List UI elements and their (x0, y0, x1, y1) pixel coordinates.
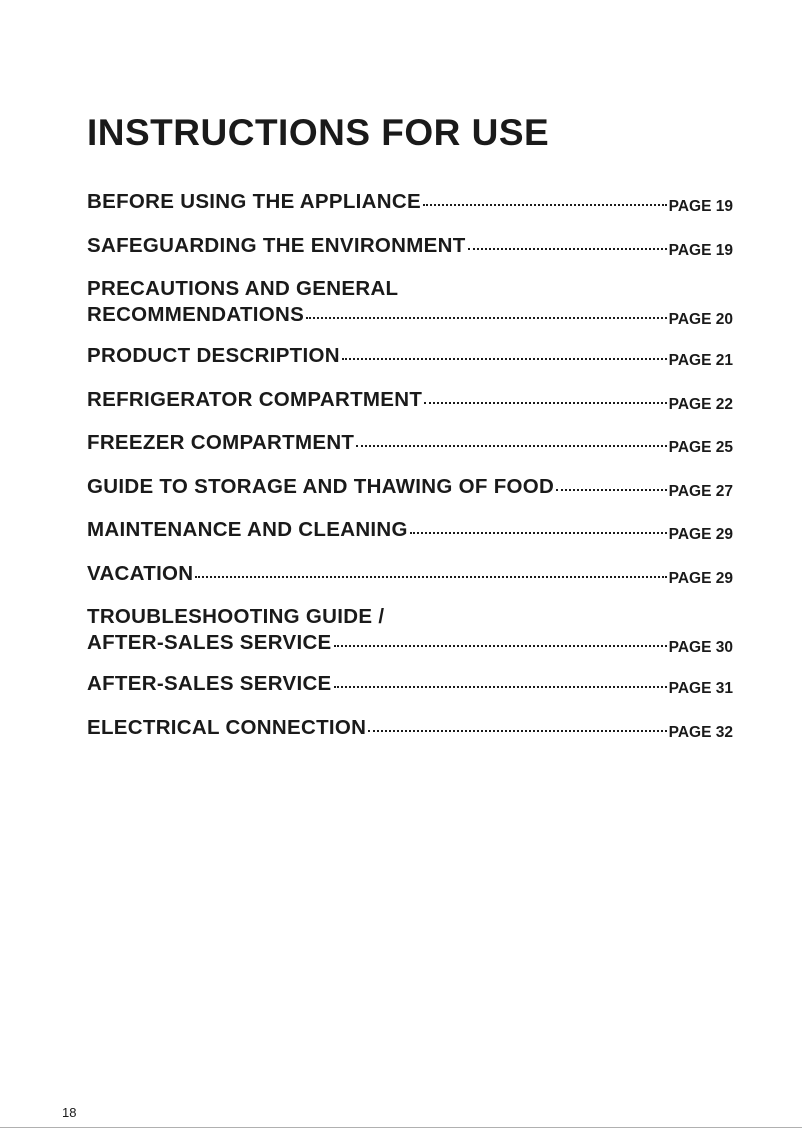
dot-leader (334, 645, 667, 647)
toc-entry-title: GUIDE TO STORAGE AND THAWING OF FOOD (87, 474, 555, 498)
toc-entry-page: PAGE 19 (668, 241, 733, 259)
toc-entry-page: PAGE 19 (668, 198, 733, 215)
dot-leader (342, 358, 667, 360)
toc-entry-before-using[interactable] (87, 189, 733, 217)
toc-entry-maintenance-cleaning[interactable] (87, 517, 733, 545)
toc-entry-page: PAGE 22 (668, 395, 733, 413)
toc-entry-title: ELECTRICAL CONNECTION (87, 715, 367, 739)
dot-leader (410, 532, 667, 534)
toc-entry-title-line1: PRECAUTIONS AND GENERAL (87, 277, 399, 300)
bottom-divider (0, 1127, 802, 1128)
toc-entry-title: RECOMMENDATIONS (87, 303, 305, 326)
toc-entry-vacation[interactable] (87, 561, 733, 589)
toc-entry-page: PAGE 20 (668, 311, 733, 328)
dot-leader (356, 445, 666, 447)
toc-entry-page: PAGE 21 (668, 352, 733, 369)
toc-entry-title: VACATION (87, 561, 194, 585)
toc-entry-product-description[interactable] (87, 343, 733, 371)
page-title: INSTRUCTIONS FOR USE (87, 112, 550, 153)
toc-entry-page: PAGE 32 (668, 723, 733, 741)
toc-entry-title: SAFEGUARDING THE ENVIRONMENT (87, 233, 466, 257)
dot-leader (195, 576, 666, 578)
toc-entry-troubleshooting[interactable] (87, 604, 733, 658)
toc-entry-after-sales-service[interactable] (87, 671, 733, 699)
toc-entry-freezer-compartment[interactable] (87, 430, 733, 458)
dot-leader (468, 248, 667, 250)
toc-entry-title: REFRIGERATOR COMPARTMENT (87, 387, 423, 411)
toc-entry-title: AFTER-SALES SERVICE (87, 631, 332, 654)
toc-entry-page: PAGE 29 (668, 526, 733, 543)
toc-entry-title: FREEZER COMPARTMENT (87, 431, 355, 454)
dot-leader (306, 317, 667, 319)
toc-entry-page: PAGE 30 (668, 639, 733, 656)
table-of-contents (87, 189, 733, 758)
toc-entry-title-line1: TROUBLESHOOTING GUIDE / (87, 605, 385, 628)
toc-entry-electrical-connection[interactable] (87, 715, 733, 743)
dot-leader (334, 686, 667, 688)
toc-entry-page: PAGE 25 (668, 439, 733, 456)
toc-entry-page: PAGE 29 (668, 569, 733, 587)
toc-entry-page: PAGE 27 (668, 482, 733, 500)
toc-entry-page: PAGE 31 (668, 680, 733, 697)
dot-leader (423, 204, 667, 206)
toc-entry-storage-thawing[interactable] (87, 474, 733, 502)
page-number: 18 (62, 1105, 77, 1120)
toc-entry-title: AFTER-SALES SERVICE (87, 672, 332, 695)
toc-entry-precautions[interactable] (87, 276, 733, 330)
toc-entry-title: PRODUCT DESCRIPTION (87, 344, 340, 367)
toc-entry-refrigerator-compartment[interactable] (87, 387, 733, 415)
toc-entry-safeguarding-environment[interactable] (87, 233, 733, 261)
toc-entry-title: BEFORE USING THE APPLIANCE (87, 190, 421, 213)
dot-leader (556, 489, 667, 491)
dot-leader (424, 402, 666, 404)
toc-entry-title: MAINTENANCE AND CLEANING (87, 518, 408, 541)
dot-leader (368, 730, 666, 732)
